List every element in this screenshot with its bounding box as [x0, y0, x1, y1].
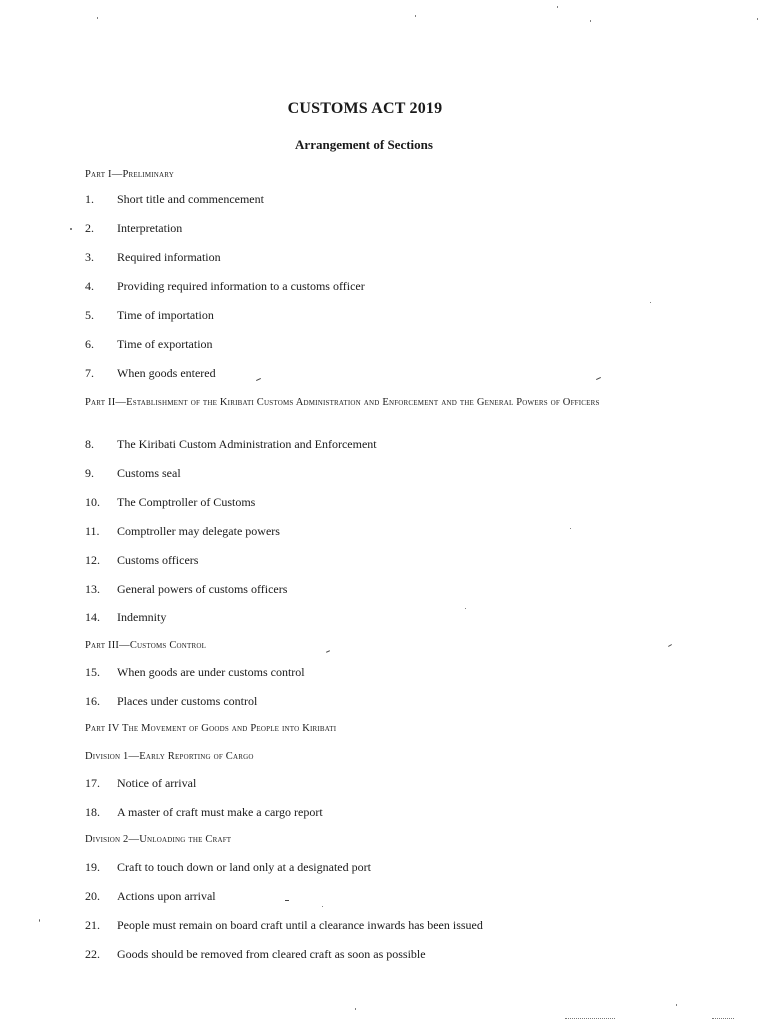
section-entry — [85, 947, 426, 962]
part-heading: Part III—Customs Control — [85, 640, 207, 651]
scan-speck — [676, 1004, 677, 1006]
section-entry — [85, 466, 181, 481]
section-entry — [85, 308, 214, 323]
section-entry — [85, 221, 182, 236]
scan-speck — [590, 20, 591, 22]
section-entry — [85, 524, 280, 539]
scan-speck — [415, 15, 416, 17]
part-heading: Part IV The Movement of Goods and People into Kiribati — [85, 723, 337, 734]
section-title: Customs officers — [117, 553, 199, 567]
scan-speck — [650, 302, 651, 303]
section-title: A master of craft must make a cargo report — [117, 805, 323, 819]
section-number: 7. — [85, 366, 94, 380]
section-entry — [85, 582, 287, 597]
section-number: 1. — [85, 192, 94, 206]
section-number: 9. — [85, 466, 94, 480]
section-number: 17. — [85, 776, 100, 790]
scan-speck — [570, 528, 571, 529]
section-number: 19. — [85, 860, 100, 874]
section-title: Interpretation — [117, 221, 183, 235]
section-number: 5. — [85, 308, 94, 322]
section-entry — [85, 918, 483, 933]
section-number: 8. — [85, 437, 94, 451]
scan-speck — [285, 900, 289, 901]
section-title: The Comptroller of Customs — [117, 495, 256, 509]
scan-speck — [668, 644, 672, 647]
section-number: 6. — [85, 337, 94, 351]
section-entry — [85, 337, 213, 352]
document-subtitle: Arrangement of Sections — [295, 137, 433, 152]
section-title: Places under customs control — [117, 694, 258, 708]
section-title: Providing required information to a customs officer — [117, 279, 365, 293]
section-entry — [85, 553, 198, 568]
scan-speck — [712, 1018, 734, 1020]
section-title: Comptroller may delegate powers — [117, 524, 280, 538]
scan-speck — [322, 906, 323, 907]
section-title: Required information — [117, 250, 221, 264]
section-entry — [85, 776, 196, 791]
section-number: 3. — [85, 250, 94, 264]
scan-speck — [757, 18, 758, 20]
division-heading: Division 1—Early Reporting of Cargo — [85, 751, 254, 762]
section-entry — [85, 694, 257, 709]
section-title: Time of exportation — [117, 337, 213, 351]
scan-speck — [256, 378, 261, 381]
section-entry — [85, 495, 255, 510]
section-entry — [85, 437, 377, 452]
scan-speck — [596, 377, 601, 380]
scan-speck — [355, 1008, 356, 1010]
section-number: 4. — [85, 279, 94, 293]
document-title: CUSTOMS ACT 2019 — [287, 100, 443, 117]
section-number: 21. — [85, 918, 100, 932]
section-entry — [85, 610, 166, 625]
section-number: 10. — [85, 495, 100, 509]
section-entry — [85, 805, 323, 820]
section-number: 13. — [85, 582, 100, 596]
scan-speck — [565, 1018, 615, 1020]
section-number: 11. — [85, 524, 100, 538]
scan-speck — [97, 17, 98, 19]
section-title: Actions upon arrival — [117, 889, 216, 903]
section-title: Time of importation — [117, 308, 214, 322]
part-heading: Part I—Preliminary — [85, 169, 175, 180]
section-number: 18. — [85, 805, 100, 819]
section-number: 22. — [85, 947, 100, 961]
scan-speck — [39, 919, 40, 922]
section-number: 12. — [85, 553, 100, 567]
section-entry — [85, 665, 305, 680]
scan-speck — [465, 608, 466, 609]
section-title: Indemnity — [117, 610, 167, 624]
scan-speck — [557, 6, 558, 8]
section-title: Customs seal — [117, 466, 181, 480]
section-title: Craft to touch down or land only at a designated port — [117, 860, 371, 874]
section-title: The Kiribati Custom Administration and Enforcement — [117, 437, 377, 451]
section-title: When goods are under customs control — [117, 665, 305, 679]
section-entry — [85, 366, 216, 381]
section-title: Short title and commencement — [117, 192, 264, 206]
section-title: People must remain on board craft until a clearance inwards has been issued — [117, 918, 483, 932]
scan-speck — [70, 228, 72, 230]
section-title: Notice of arrival — [117, 776, 197, 790]
section-number: 16. — [85, 694, 100, 708]
section-entry — [85, 250, 221, 265]
section-entry — [85, 192, 264, 207]
section-title: General powers of customs officers — [117, 582, 288, 596]
section-entry — [85, 279, 365, 294]
section-number: 20. — [85, 889, 100, 903]
section-entry — [85, 860, 371, 875]
section-title: When goods entered — [117, 366, 216, 380]
section-number: 14. — [85, 610, 100, 624]
section-title: Goods should be removed from cleared craft as soon as possible — [117, 947, 426, 961]
section-number: 2. — [85, 221, 94, 235]
division-heading: Division 2—Unloading the Craft — [85, 834, 232, 845]
part-heading: Part II—Establishment of the Kiribati Customs Administration and Enforcement and the General Powers of Officers — [85, 397, 600, 408]
section-number: 15. — [85, 665, 100, 679]
section-entry — [85, 889, 216, 904]
